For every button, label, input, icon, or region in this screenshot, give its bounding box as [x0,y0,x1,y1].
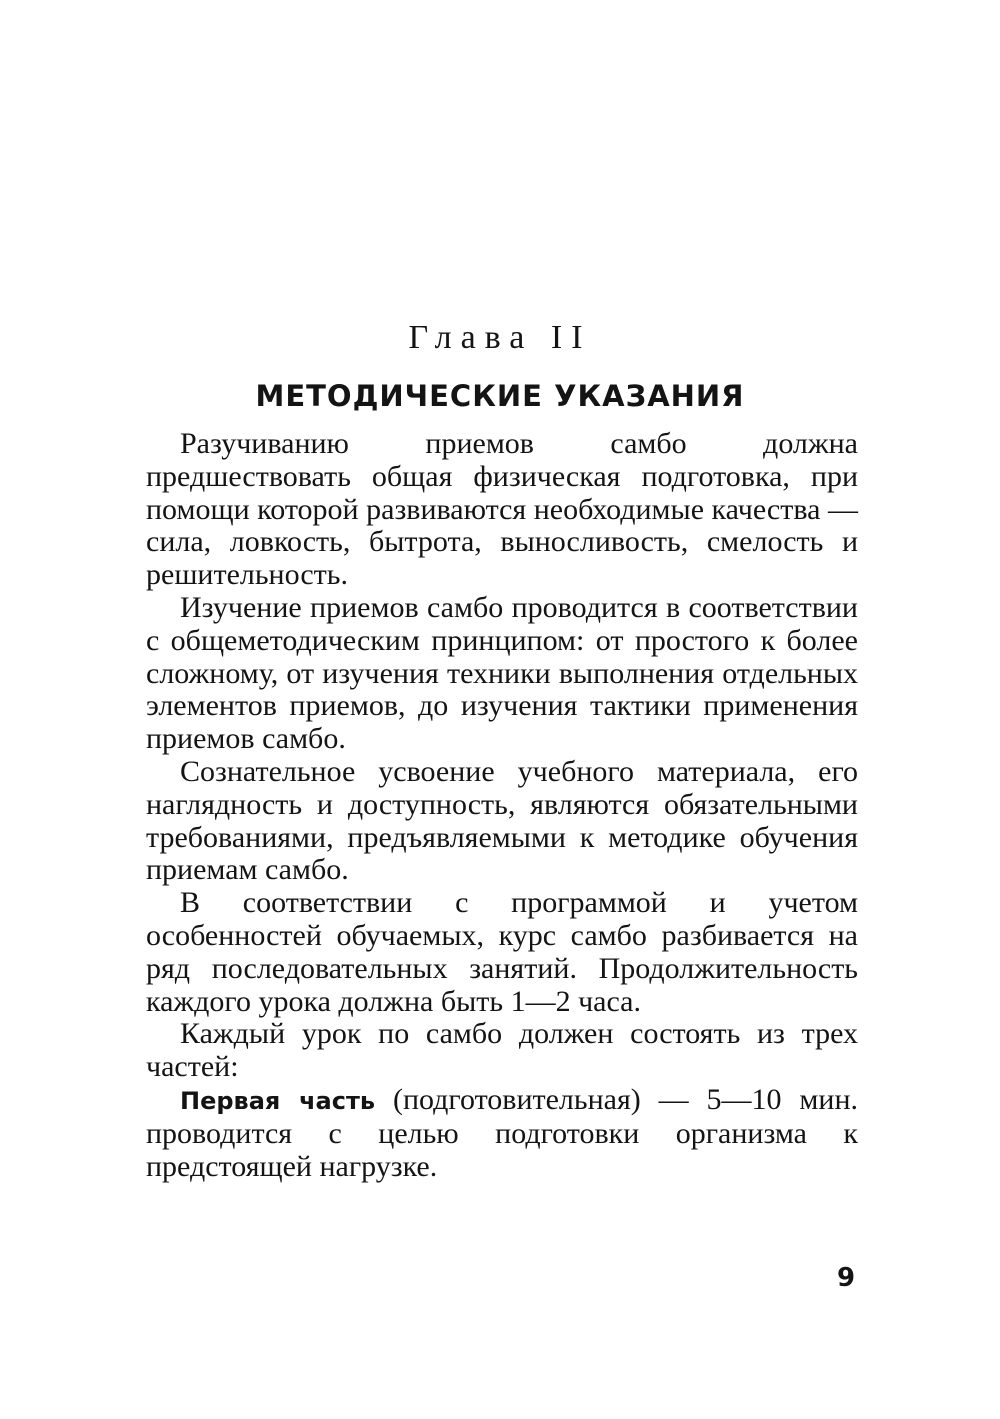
chapter-heading: МЕТОДИЧЕСКИЕ УКАЗАНИЯ [255,379,745,413]
paragraph: Изучение приемов самбо проводится в соответствии с общеметодическим принципом: от простого к более сложному, от изучения техники выполнения отдельных элементов приемов, до изучения тактики применения приемов самбо. [146,590,858,756]
page-number: 9 [836,1263,856,1293]
first-part-lead: Первая часть [180,1086,376,1115]
paragraph-first-part [146,1084,858,1183]
paragraph: Разучиванию приемов самбо должна предшествовать общая физическая подготовка, при помощи которой развиваются необходимые качества — сила, ловкость, бытрота, выносливость, смелость и решительность. [146,427,858,592]
paragraph: Сознательное усвоение учебного материала, его наглядность и доступность, являются обязательными требованиями, предъявляемыми к методике обучения приемам самбо. [146,754,858,887]
chapter-label: Глава II [408,319,592,356]
paragraph: В соответствии с программой и учетом особенностей обучаемых, курс самбо разбивается на ряд последовательных занятий. Продолжительность каждого урока должна быть 1—2 часа. [146,886,858,1018]
paragraph: Каждый урок по самбо должен состоять из трех частей: [146,1017,858,1084]
body-text [146,428,858,1183]
first-part-text: (подготовительная) — 5—10 мин. проводится с целью подготовки организма к предстоящей нагрузке. [146,1082,859,1183]
